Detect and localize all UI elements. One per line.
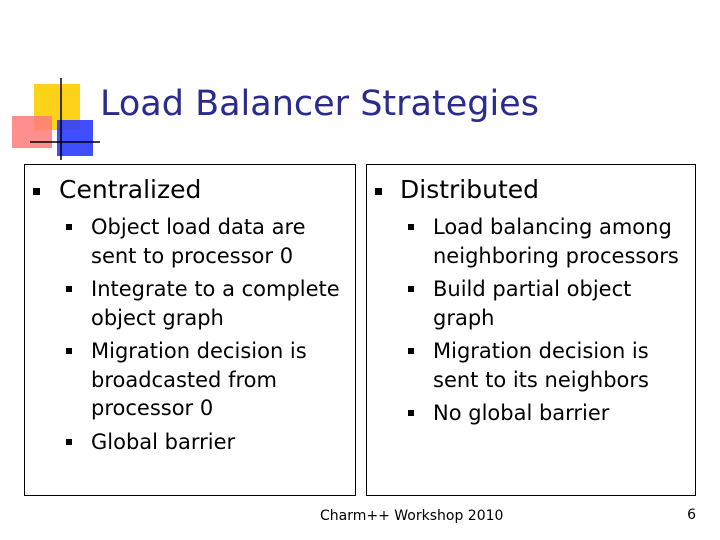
page-title: Load Balancer Strategies: [100, 84, 539, 124]
list-item-text: Integrate to a complete object graph: [91, 277, 340, 330]
list-item: [91, 337, 353, 423]
column-heading: Distributed: [400, 175, 540, 204]
list-item: [433, 213, 693, 270]
bullet-icon: [408, 224, 414, 230]
bullet-icon: [33, 188, 40, 195]
list-item-text: Migration decision is sent to its neighbors: [433, 339, 649, 392]
list-item: [91, 213, 353, 270]
page-number: 6: [687, 507, 696, 523]
list-item: [91, 428, 353, 457]
list-item-text: Object load data are sent to processor 0: [91, 215, 306, 268]
decorative-logo-icon: [0, 0, 110, 170]
list-item-text: Build partial object graph: [433, 277, 632, 330]
list-item-text: Migration decision is broadcasted from processor 0: [91, 339, 307, 420]
bullet-icon: [408, 410, 414, 416]
list-item: [433, 399, 693, 428]
distributed-column: [366, 164, 696, 496]
column-heading: Centralized: [59, 175, 202, 204]
footer-text: Charm++ Workshop 2010: [320, 508, 504, 524]
list-item-text: Load balancing among neighboring processors: [433, 215, 679, 268]
list-item: [433, 337, 693, 394]
list-item: [91, 275, 353, 332]
bullet-list: [91, 213, 353, 461]
bullet-icon: [375, 188, 382, 195]
bullet-icon: [408, 348, 414, 354]
bullet-icon: [66, 439, 72, 445]
list-item-text: Global barrier: [91, 429, 236, 454]
bullet-icon: [66, 348, 72, 354]
bullet-list: [433, 213, 693, 433]
bullet-icon: [66, 224, 72, 230]
bullet-icon: [408, 286, 414, 292]
bullet-icon: [66, 286, 72, 292]
centralized-column: [24, 164, 356, 496]
list-item-text: No global barrier: [433, 401, 610, 425]
list-item: [433, 275, 693, 332]
